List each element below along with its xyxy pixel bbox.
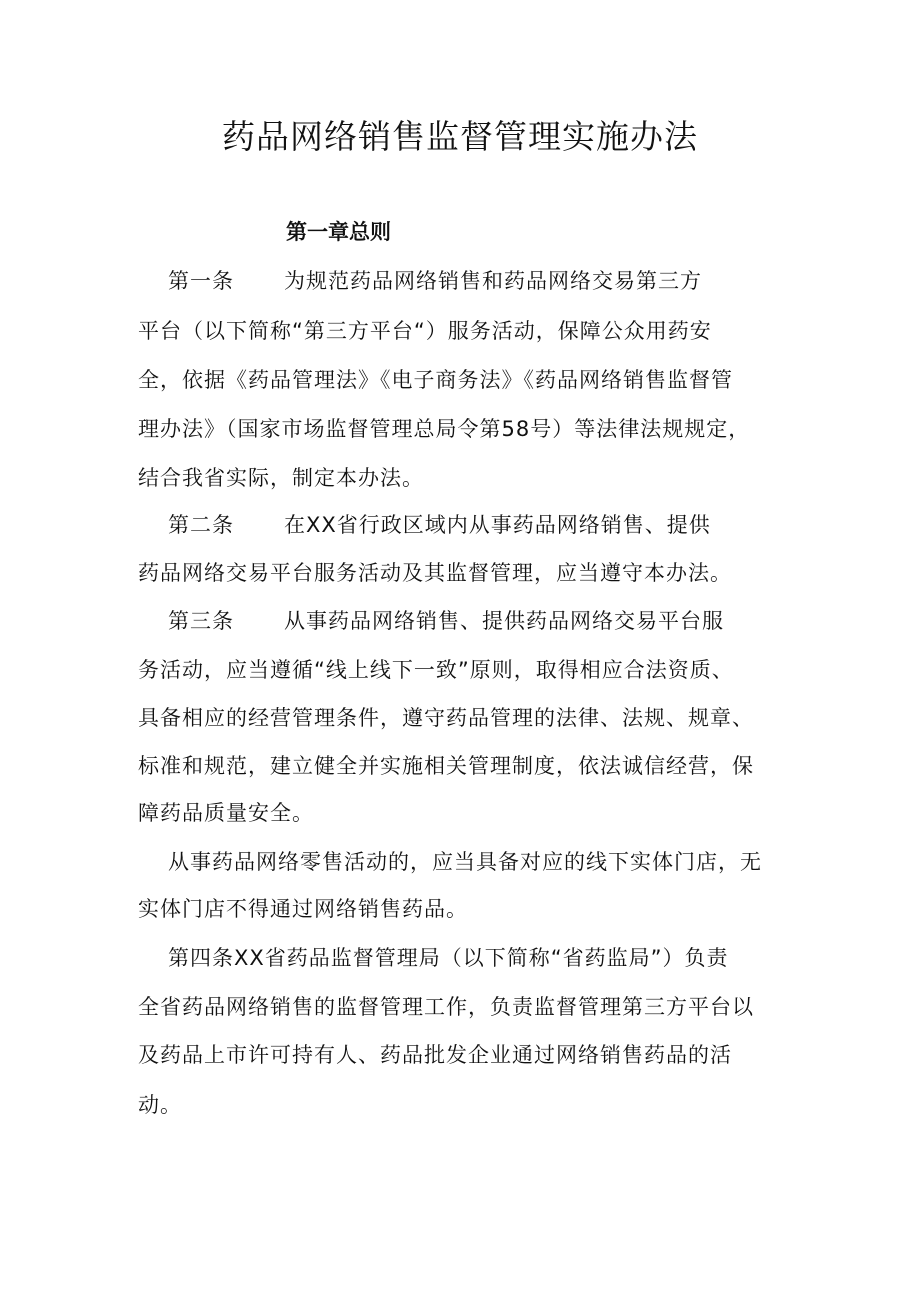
article-1-line: 全，依据《药品管理法》《电子商务法》《药品网络销售监督管 (138, 368, 733, 392)
article-4-line: 第四条XX省药品监督管理局（以下简称“省药监局”）负责 (168, 946, 729, 970)
article-3-text: 从事药品网络销售、提供药品网络交易平台服 (284, 609, 724, 633)
article-4-line: 动。 (138, 1093, 182, 1117)
document-title: 药品网络销售监督管理实施办法 (222, 117, 698, 156)
article-3-line: 障药品质量安全。 (138, 801, 314, 825)
article-3-line: 务活动，应当遵循“线上线下一致”原则，取得相应合法资质、 (138, 658, 734, 682)
article-1-line: 理办法》（国家市场监督管理总局令第58号）等法律法规规定， (138, 417, 751, 441)
article-4-line: 全省药品网络销售的监督管理工作，负责监督管理第三方平台以 (138, 995, 754, 1019)
article-2-label: 第二条 (168, 513, 234, 537)
retail-paragraph-line: 从事药品网络零售活动的，应当具备对应的线下实体门店，无 (168, 850, 762, 874)
retail-paragraph-line: 实体门店不得通过网络销售药品。 (138, 897, 468, 921)
article-1-line: 结合我省实际，制定本办法。 (138, 466, 424, 490)
article-1-line: 平台（以下简称“第三方平台“）服务活动，保障公众用药安 (138, 319, 712, 343)
article-4-line: 及药品上市许可持有人、药品批发企业通过网络销售药品的活 (138, 1043, 732, 1067)
article-2-first-line (168, 505, 711, 545)
article-1-label: 第一条 (168, 269, 234, 293)
article-2-line: 药品网络交易平台服务活动及其监督管理，应当遵守本办法。 (138, 561, 732, 585)
article-1-first-line (168, 261, 702, 301)
article-1-text: 为规范药品网络销售和药品网络交易第三方 (284, 269, 702, 293)
article-3-line: 标准和规范，建立健全并实施相关管理制度，依法诚信经营，保 (138, 754, 754, 778)
article-3-first-line (168, 601, 724, 641)
article-3-line: 具备相应的经营管理条件，遵守药品管理的法律、法规、规章、 (138, 706, 754, 730)
article-3-label: 第三条 (168, 609, 234, 633)
chapter-heading: 第一章总则 (286, 220, 391, 244)
article-2-text: 在XX省行政区域内从事药品网络销售、提供 (284, 513, 711, 537)
